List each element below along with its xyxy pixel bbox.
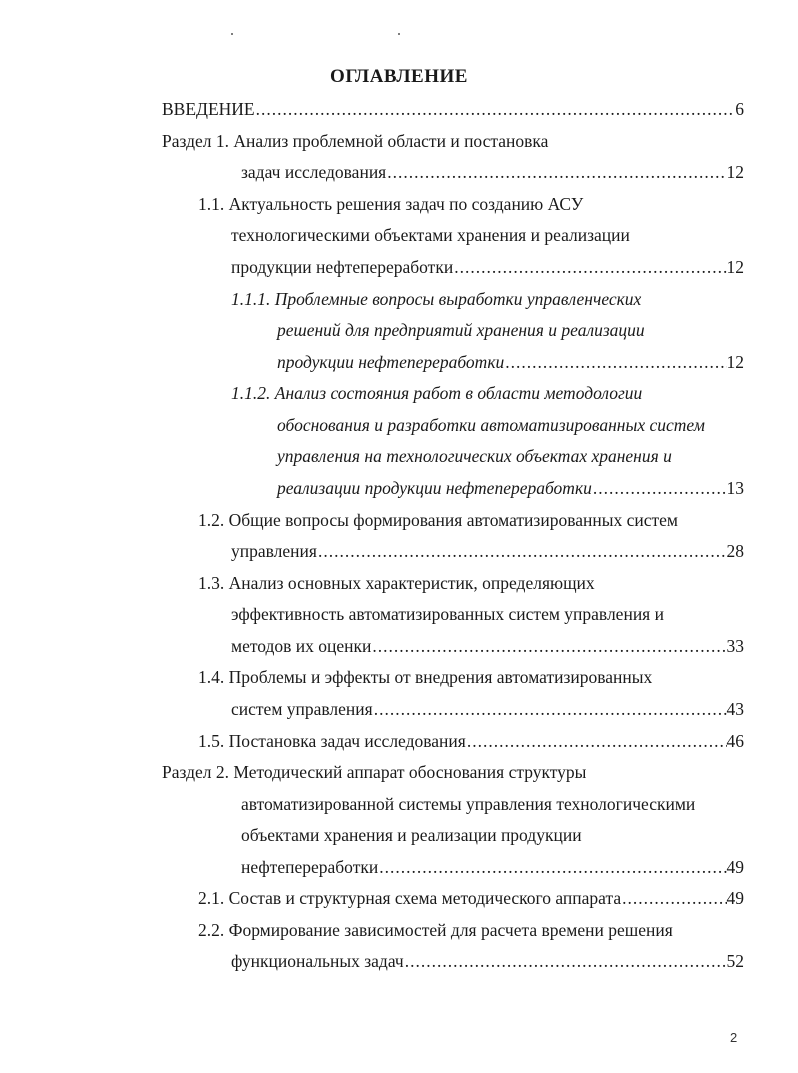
page-title: ОГЛАВЛЕНИЕ (330, 66, 468, 87)
toc-entry-section-2-end[interactable] (241, 854, 744, 880)
dot-leader (505, 349, 726, 375)
dot-leader (405, 948, 727, 974)
toc-page-number: 43 (726, 699, 744, 719)
toc-entry-1-1-2-cont: обоснования и разработки автоматизированных систем (277, 415, 705, 435)
dot-leader (374, 696, 727, 722)
toc-entry-1-4[interactable]: 1.4. Проблемы и эффекты от внедрения автоматизированных (198, 667, 653, 687)
toc-entry-1-2-end[interactable] (231, 538, 744, 564)
toc-entry-2-2-end[interactable] (231, 948, 744, 974)
toc-page-number: 12 (726, 162, 744, 182)
page-number: 2 (730, 1030, 738, 1045)
toc-entry-2-2[interactable]: 2.2. Формирование зависимостей для расчета времени решения (198, 920, 673, 940)
toc-entry-1-3[interactable]: 1.3. Анализ основных характеристик, определяющих (198, 573, 595, 593)
toc-entry-1-5[interactable] (198, 728, 744, 754)
toc-page-number: 12 (726, 257, 744, 277)
toc-page-number: 12 (726, 352, 744, 372)
toc-page-number: 49 (726, 888, 744, 908)
toc-entry-intro[interactable] (162, 96, 744, 122)
scan-speck (398, 33, 400, 35)
toc-entry-text: методов их оценки (231, 636, 372, 656)
toc-entry-text: реализации продукции нефтепереработки (277, 478, 592, 498)
toc-entry-1-2[interactable]: 1.2. Общие вопросы формирования автоматизированных систем (198, 510, 679, 530)
toc-entry-1-3-cont: эффективность автоматизированных систем управления и (231, 604, 664, 624)
toc-entry-text: систем управления (231, 699, 373, 719)
toc-entry-text: 2.1. Состав и структурная схема методического аппарата (198, 888, 622, 908)
toc-entry-section-2-cont: автоматизированной системы управления технологическими (241, 794, 696, 814)
dot-leader (379, 854, 726, 880)
toc-entry-section-2-cont: объектами хранения и реализации продукции (241, 825, 582, 845)
toc-entry-1-1-2[interactable]: 1.1.2. Анализ состояния работ в области методологии (231, 383, 643, 403)
dot-leader (387, 159, 726, 185)
toc-entry-1-1-1-end[interactable] (277, 349, 744, 375)
dot-leader (372, 633, 726, 659)
toc-entry-text: управления (231, 541, 317, 561)
toc-entry-1-1-2-end[interactable] (277, 475, 744, 501)
toc-entry-text: продукции нефтепереработки (231, 257, 454, 277)
toc-entry-1-1-1-cont: решений для предприятий хранения и реализации (277, 320, 645, 340)
toc-entry-text: 1.5. Постановка задач исследования (198, 731, 466, 751)
toc-entry-2-1[interactable] (198, 885, 744, 911)
dot-leader (256, 96, 736, 122)
toc-entry-text: продукции нефтепереработки (277, 352, 505, 372)
toc-entry-1-1[interactable]: 1.1. Актуальность решения задач по созданию АСУ (198, 194, 584, 214)
toc-entry-text: ВВЕДЕНИЕ (162, 99, 255, 119)
dot-leader (622, 885, 726, 911)
toc-entry-section-2[interactable]: Раздел 2. Методический аппарат обоснования структуры (162, 762, 587, 782)
toc-entry-1-1-1[interactable]: 1.1.1. Проблемные вопросы выработки управленческих (231, 289, 642, 309)
toc-entry-1-4-end[interactable] (231, 696, 744, 722)
toc-entry-1-1-end[interactable] (231, 254, 744, 280)
toc-entry-text: задач исследования (241, 162, 387, 182)
toc-entry-text: функциональных задач (231, 951, 404, 971)
dot-leader (454, 254, 726, 280)
toc-entry-1-1-cont: технологическими объектами хранения и реализации (231, 225, 630, 245)
toc-page-number: 28 (726, 541, 744, 561)
toc-page-number: 46 (726, 731, 744, 751)
toc-entry-section-1-cont[interactable] (241, 159, 744, 185)
dot-leader (318, 538, 727, 564)
toc-entry-1-3-end[interactable] (231, 633, 744, 659)
dot-leader (467, 728, 727, 754)
toc-entry-1-1-2-cont: управления на технологических объектах хранения и (277, 446, 672, 466)
toc-entry-section-1[interactable]: Раздел 1. Анализ проблемной области и постановка (162, 131, 549, 151)
toc-entry-text: нефтепереработки (241, 857, 379, 877)
toc-page-number: 52 (726, 951, 744, 971)
toc-page-number: 49 (726, 857, 744, 877)
dot-leader (593, 475, 727, 501)
scan-speck (231, 33, 233, 35)
toc-page-number: 33 (726, 636, 744, 656)
toc-page-number: 6 (735, 99, 744, 119)
toc-page-number: 13 (726, 478, 744, 498)
